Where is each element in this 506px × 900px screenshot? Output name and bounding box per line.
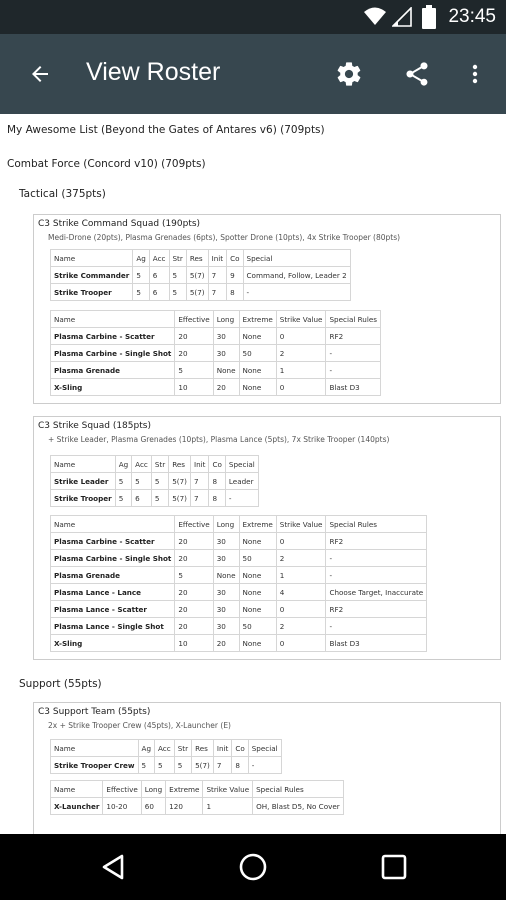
table-cell: None: [213, 362, 239, 379]
table-cell: 30: [213, 550, 239, 567]
column-header: Co: [209, 456, 225, 473]
square-recents-icon: [378, 851, 410, 883]
column-header: Init: [213, 740, 232, 757]
column-header: Long: [213, 516, 239, 533]
column-header: Strike Value: [276, 516, 326, 533]
row-name-cell: Plasma Lance - Single Shot: [51, 618, 175, 635]
table-row: [51, 601, 427, 618]
table-cell: 8: [227, 284, 243, 301]
arrow-left-icon: [28, 62, 52, 86]
table-cell: 5(7): [186, 284, 208, 301]
column-header: Init: [208, 250, 227, 267]
column-header: Special: [248, 740, 281, 757]
unit-title: C3 Strike Command Squad (190pts): [38, 219, 201, 229]
table-row: [51, 550, 427, 567]
battery-icon: [422, 5, 436, 29]
table-row: [51, 533, 427, 550]
column-header: Res: [192, 740, 214, 757]
nav-recents-button[interactable]: [378, 851, 410, 883]
table-cell: None: [239, 379, 276, 396]
unit-equipment: 2x + Strike Trooper Crew (45pts), X-Launcher (E): [48, 721, 231, 730]
column-header: Strike Value: [203, 781, 253, 798]
column-header: Name: [51, 250, 133, 267]
row-name-cell: X-Launcher: [51, 798, 103, 815]
table-cell: 2: [276, 618, 326, 635]
table-cell: 20: [175, 601, 213, 618]
table-cell: 9: [227, 267, 243, 284]
signal-icon: [392, 7, 412, 27]
table-cell: 5: [115, 490, 131, 507]
unit-card: [33, 214, 501, 404]
table-cell: None: [239, 584, 276, 601]
table-cell: -: [248, 757, 281, 774]
table-cell: 1: [276, 362, 326, 379]
table-cell: -: [326, 618, 427, 635]
table-cell: 5: [169, 267, 186, 284]
table-cell: 5: [175, 567, 213, 584]
wifi-icon: [364, 7, 386, 27]
column-header: Res: [186, 250, 208, 267]
table-cell: 6: [149, 267, 169, 284]
table-cell: 8: [209, 490, 225, 507]
unit-title: C3 Support Team (55pts): [38, 707, 151, 717]
table-cell: 5: [115, 473, 131, 490]
row-name-cell: X-Sling: [51, 635, 175, 652]
table-cell: 5(7): [169, 490, 191, 507]
table-cell: 10: [175, 635, 213, 652]
table-cell: Command, Follow, Leader 2: [243, 267, 350, 284]
table-cell: 20: [175, 618, 213, 635]
table-cell: 2: [276, 550, 326, 567]
table-cell: 2: [276, 345, 326, 362]
table-cell: 20: [175, 533, 213, 550]
table-header-row: [51, 311, 381, 328]
table-cell: 30: [213, 601, 239, 618]
table-row: [51, 328, 381, 345]
table-header-row: [51, 456, 259, 473]
column-header: Special Rules: [253, 781, 344, 798]
table-cell: Blast D3: [326, 379, 381, 396]
row-name-cell: Plasma Lance - Scatter: [51, 601, 175, 618]
list-title: My Awesome List (Beyond the Gates of Antares v6) (709pts): [7, 124, 325, 136]
roster-content[interactable]: [0, 114, 506, 834]
table-cell: None: [239, 362, 276, 379]
table-cell: -: [326, 550, 427, 567]
row-name-cell: Plasma Carbine - Scatter: [51, 533, 175, 550]
table-cell: 50: [239, 550, 276, 567]
table-cell: 5: [151, 490, 168, 507]
table-cell: 5: [169, 284, 186, 301]
table-cell: 5(7): [186, 267, 208, 284]
nav-home-button[interactable]: [237, 851, 269, 883]
table-cell: 6: [132, 490, 152, 507]
unit-equipment: + Strike Leader, Plasma Grenades (10pts), Plasma Lance (5pts), 7x Strike Trooper (140pts): [48, 435, 390, 444]
table-cell: 8: [209, 473, 225, 490]
table-cell: None: [213, 567, 239, 584]
table-cell: 0: [276, 635, 326, 652]
table-cell: OH, Blast D5, No Cover: [253, 798, 344, 815]
table-cell: 5: [133, 284, 149, 301]
table-cell: 5: [151, 473, 168, 490]
table-cell: 30: [213, 584, 239, 601]
table-cell: 5: [175, 362, 213, 379]
column-header: Acc: [132, 456, 152, 473]
column-header: Effective: [175, 516, 213, 533]
column-header: Effective: [175, 311, 213, 328]
system-nav-bar: [0, 834, 506, 900]
table-row: [51, 362, 381, 379]
column-header: Init: [190, 456, 209, 473]
table-cell: None: [239, 601, 276, 618]
table-cell: 20: [175, 345, 213, 362]
column-header: Acc: [155, 740, 175, 757]
table-cell: 5(7): [192, 757, 214, 774]
row-name-cell: Strike Commander: [51, 267, 133, 284]
table-cell: 5: [174, 757, 191, 774]
share-icon: [403, 60, 431, 88]
table-cell: 30: [213, 328, 239, 345]
row-name-cell: Plasma Carbine - Scatter: [51, 328, 175, 345]
table-cell: 0: [276, 533, 326, 550]
table-header-row: [51, 516, 427, 533]
column-header: Str: [169, 250, 186, 267]
table-cell: -: [243, 284, 350, 301]
table-cell: 7: [190, 490, 209, 507]
table-cell: 4: [276, 584, 326, 601]
column-header: Extreme: [166, 781, 203, 798]
table-row: [51, 284, 351, 301]
table-cell: 20: [175, 328, 213, 345]
column-header: Special: [225, 456, 258, 473]
force-title: Combat Force (Concord v10) (709pts): [7, 158, 206, 170]
column-header: Co: [232, 740, 248, 757]
triangle-back-icon: [98, 851, 130, 883]
column-header: Long: [141, 781, 165, 798]
table-row: [51, 584, 427, 601]
section-tactical: Tactical (375pts): [19, 188, 106, 200]
table-cell: 30: [213, 618, 239, 635]
circle-home-icon: [237, 851, 269, 883]
table-row: [51, 635, 427, 652]
table-cell: Leader: [225, 473, 258, 490]
column-header: Name: [51, 781, 103, 798]
table-cell: -: [225, 490, 258, 507]
table-cell: 7: [190, 473, 209, 490]
table-row: [51, 345, 381, 362]
table-cell: 20: [175, 550, 213, 567]
table-row: [51, 618, 427, 635]
row-name-cell: Strike Leader: [51, 473, 116, 490]
table-cell: None: [239, 567, 276, 584]
table-cell: None: [239, 635, 276, 652]
unit-title: C3 Strike Squad (185pts): [38, 421, 151, 431]
table-cell: 7: [208, 284, 227, 301]
status-bar: [0, 0, 506, 34]
table-cell: 7: [213, 757, 232, 774]
settings-button[interactable]: [331, 56, 367, 92]
column-header: Str: [151, 456, 168, 473]
overflow-menu-button[interactable]: [457, 56, 493, 92]
app-bar: [0, 34, 506, 114]
row-name-cell: Strike Trooper: [51, 284, 133, 301]
unit-card: [33, 416, 501, 660]
column-header: Strike Value: [276, 311, 326, 328]
unit-equipment: Medi-Drone (20pts), Plasma Grenades (6pts), Spotter Drone (10pts), 4x Strike Trooper (80pts): [48, 233, 401, 242]
table-row: [51, 473, 259, 490]
table-cell: 60: [141, 798, 165, 815]
table-cell: -: [326, 362, 381, 379]
column-header: Ag: [133, 250, 149, 267]
more-vert-icon: [463, 62, 487, 86]
table-cell: 0: [276, 379, 326, 396]
gear-icon: [335, 60, 363, 88]
table-row: [51, 757, 282, 774]
table-row: [51, 267, 351, 284]
table-cell: RF2: [326, 533, 427, 550]
table-row: [51, 567, 427, 584]
table-cell: 1: [203, 798, 253, 815]
table-cell: None: [239, 328, 276, 345]
column-header: Str: [174, 740, 191, 757]
column-header: Ag: [138, 740, 154, 757]
unit-weapon-table: [50, 310, 381, 396]
table-cell: None: [239, 533, 276, 550]
unit-stat-table: [50, 739, 282, 774]
table-cell: -: [326, 345, 381, 362]
table-cell: 1: [276, 567, 326, 584]
table-cell: 20: [213, 379, 239, 396]
back-button[interactable]: [22, 56, 58, 92]
table-row: [51, 798, 344, 815]
section-support: Support (55pts): [19, 678, 102, 690]
table-cell: 0: [276, 328, 326, 345]
row-name-cell: Plasma Grenade: [51, 567, 175, 584]
unit-card: [33, 702, 501, 834]
column-header: Name: [51, 456, 116, 473]
table-cell: 10-20: [103, 798, 141, 815]
table-cell: 20: [175, 584, 213, 601]
table-cell: 50: [239, 345, 276, 362]
row-name-cell: X-Sling: [51, 379, 175, 396]
table-cell: 120: [166, 798, 203, 815]
row-name-cell: Plasma Carbine - Single Shot: [51, 345, 175, 362]
row-name-cell: Plasma Lance - Lance: [51, 584, 175, 601]
column-header: Ag: [115, 456, 131, 473]
page-title: View Roster: [86, 58, 221, 86]
column-header: Co: [227, 250, 243, 267]
row-name-cell: Strike Trooper: [51, 490, 116, 507]
table-cell: 6: [149, 284, 169, 301]
table-cell: -: [326, 567, 427, 584]
table-cell: Blast D3: [326, 635, 427, 652]
nav-back-button[interactable]: [98, 851, 130, 883]
column-header: Name: [51, 311, 175, 328]
table-cell: 5: [155, 757, 175, 774]
table-cell: Choose Target, Inaccurate: [326, 584, 427, 601]
column-header: Name: [51, 516, 175, 533]
table-cell: 50: [239, 618, 276, 635]
column-header: Res: [169, 456, 191, 473]
column-header: Effective: [103, 781, 141, 798]
column-header: Long: [213, 311, 239, 328]
table-header-row: [51, 740, 282, 757]
table-cell: 30: [213, 345, 239, 362]
table-cell: 5: [132, 473, 152, 490]
table-header-row: [51, 781, 344, 798]
unit-weapon-table: [50, 780, 344, 815]
table-cell: RF2: [326, 328, 381, 345]
row-name-cell: Strike Trooper Crew: [51, 757, 139, 774]
status-time: 23:45: [448, 6, 496, 27]
table-row: [51, 379, 381, 396]
table-cell: 20: [213, 635, 239, 652]
share-button[interactable]: [399, 56, 435, 92]
table-cell: 10: [175, 379, 213, 396]
column-header: Extreme: [239, 516, 276, 533]
table-cell: 5(7): [169, 473, 191, 490]
table-cell: 5: [138, 757, 154, 774]
table-header-row: [51, 250, 351, 267]
table-cell: 8: [232, 757, 248, 774]
column-header: Special: [243, 250, 350, 267]
column-header: Extreme: [239, 311, 276, 328]
row-name-cell: Plasma Grenade: [51, 362, 175, 379]
table-cell: 0: [276, 601, 326, 618]
column-header: Special Rules: [326, 516, 427, 533]
column-header: Acc: [149, 250, 169, 267]
table-cell: 30: [213, 533, 239, 550]
table-cell: 7: [208, 267, 227, 284]
row-name-cell: Plasma Carbine - Single Shot: [51, 550, 175, 567]
table-cell: 5: [133, 267, 149, 284]
table-row: [51, 490, 259, 507]
table-cell: RF2: [326, 601, 427, 618]
unit-stat-table: [50, 455, 259, 507]
unit-weapon-table: [50, 515, 427, 652]
column-header: Special Rules: [326, 311, 381, 328]
unit-stat-table: [50, 249, 351, 301]
column-header: Name: [51, 740, 139, 757]
